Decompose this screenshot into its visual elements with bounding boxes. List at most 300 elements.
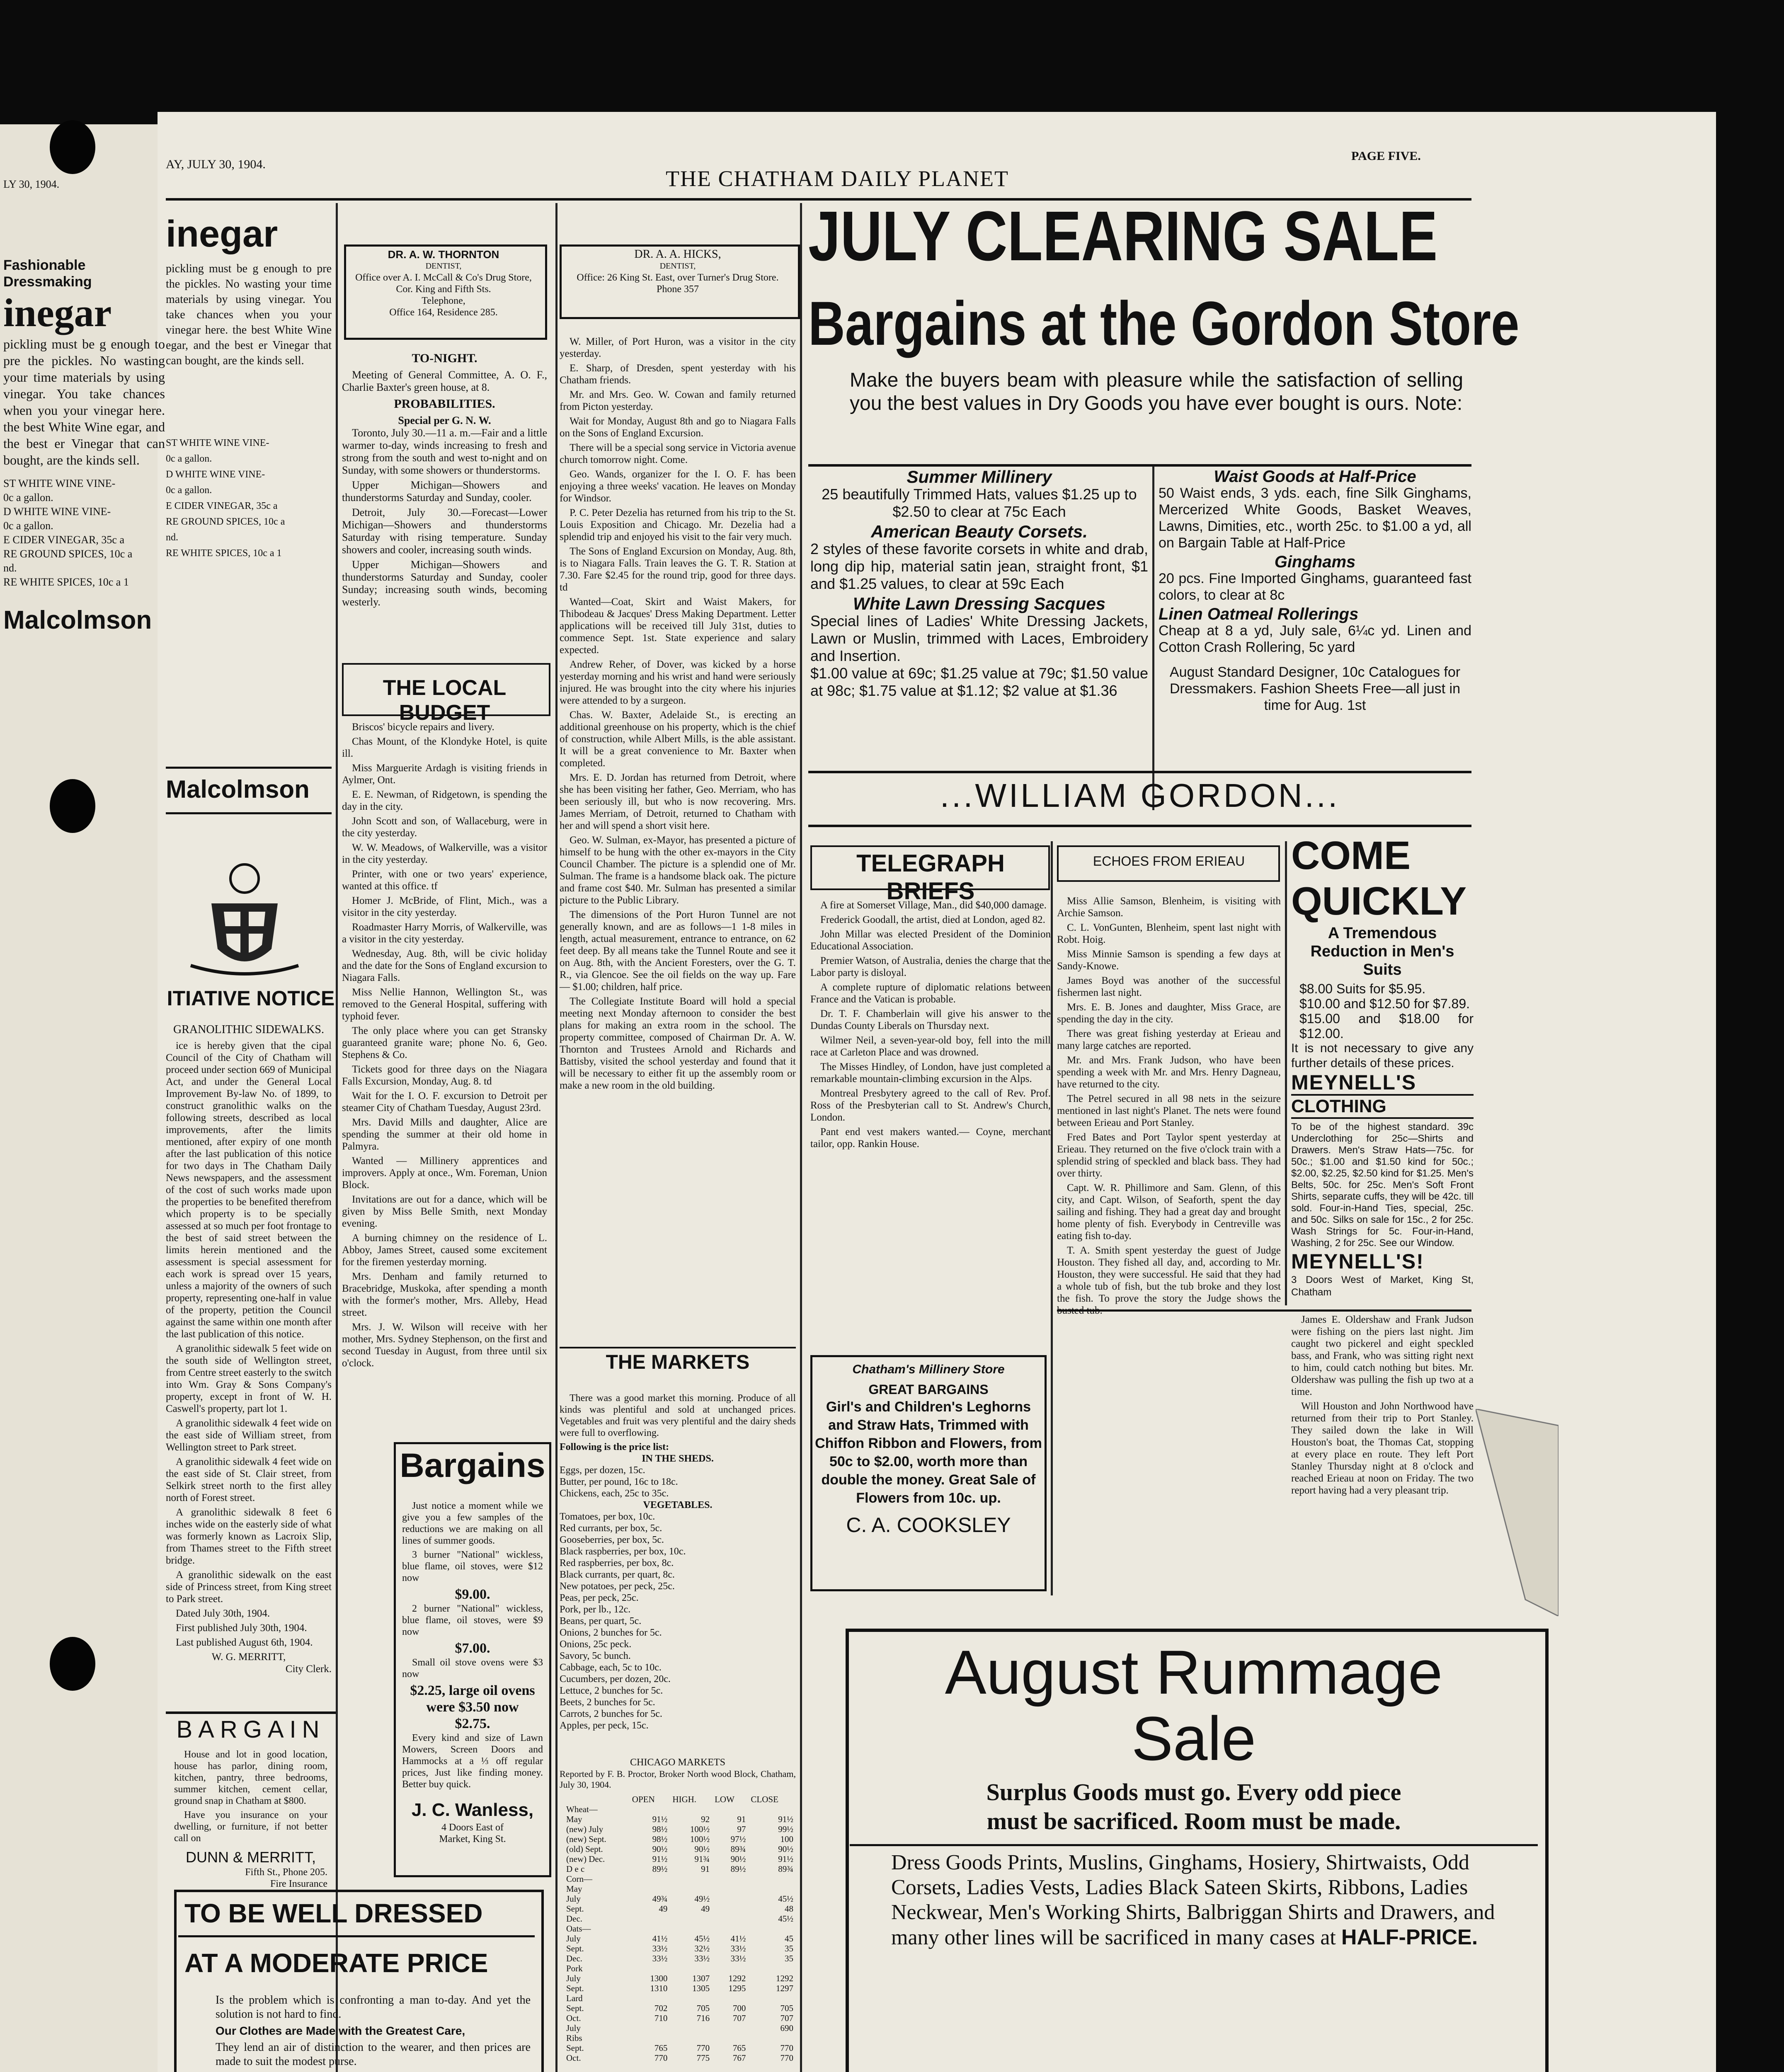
col2-para: P. C. Peter Dezelia has returned from his trip to the St. Louis Exposition and Chicago. Mr. Dezelia had a splendid trip and enjoyed his visit to the fair very much. xyxy=(560,507,796,542)
column-rule xyxy=(555,203,558,2072)
chicago-cell: 91½ xyxy=(778,1854,793,1864)
veg-item: Peas, per peck, 25c. xyxy=(560,1593,639,1603)
chicago-cell xyxy=(712,1963,748,1973)
divider xyxy=(1057,1310,1471,1312)
chicago-cell: 705 xyxy=(696,2003,710,2013)
chicago-cell: 770 xyxy=(654,2053,668,2063)
vinegar-item: E CIDER VINEGAR, 35c a xyxy=(3,534,124,546)
col2-para: The Collegiate Institute Board will hold a special meeting next Monday afternoon to consider the best plans for making an extra room in the school. The property committee, composed of Chairman Dr. A. W. Thornton and Trustees Arnold and Richards and Battisby, visited the school yesterday and found that it will be necessary to either fit up the assembly room or make a new room in the old building. xyxy=(560,996,796,1091)
rummage-head-2: Sale xyxy=(1131,1704,1256,1773)
chicago-cell: 90½ xyxy=(730,1854,746,1864)
gordon-intro: Make the buyers beam with pleasure while the satisfaction of selling you the best values in Dry Goods you have ever bought is ours. xyxy=(850,369,1463,414)
gordon-right-body: Cheap at 8 a yd, July sale, 6¼c yd. Linen and Cotton Crash Rollering, 5c yard xyxy=(1159,623,1471,655)
chicago-row-label: May xyxy=(566,1814,582,1824)
col2-para: There will be a special song service in Victoria avenue church tomorrow night. Come. xyxy=(560,442,796,465)
markets-intro: There was a good market this morning. Produce of all kinds was plentiful and sold at unchanged prices. Vegetables and fruit was very plentiful and the dairy sheds were full to overflowing. xyxy=(560,1393,796,1438)
notice-item: A granolithic sidewalk 5 feet wide on the south side of Wellington street, from Centre street easterly to the switch into Wm. Gray & Sons Company's property, except in front of W. H. Caswell's property, part lot 1. xyxy=(166,1343,332,1414)
col2-para: Geo. Wands, organizer for the I. O. F. has been enjoying a three weeks' vacation. He leaves on Monday for Windsor. xyxy=(560,469,796,504)
veg-item: Black currants, per quart, 8c. xyxy=(560,1569,675,1580)
chicago-cell xyxy=(630,1924,670,1934)
veg-item: Cabbage, each, 5c to 10c. xyxy=(560,1662,662,1673)
budget-item: Wanted — Millinery apprentices and improvers. Apply at once., Wm. Foreman, Union Block. xyxy=(342,1155,547,1191)
hicks-title: DENTIST, xyxy=(659,261,696,271)
chicago-cell: 41½ xyxy=(652,1934,668,1944)
chicago-row-label: Sept. xyxy=(566,1904,584,1914)
veg-item: Apples, per peck, 15c. xyxy=(560,1720,649,1731)
vinegar-item: D WHITE WINE VINE- xyxy=(3,506,111,518)
vinegar-body: pickling must be g enough to pre the pickles. No wasting your time materials by using vinegar. You take chances when you your vinegar here. the best White Wine egar, and the best er Vinegar that can bought, are the kinds sell. xyxy=(3,336,165,467)
chicago-cell: 702 xyxy=(654,2003,668,2013)
veg-head: VEGETABLES. xyxy=(643,1500,713,1510)
chicago-row xyxy=(564,1824,796,1834)
chicago-row-label: Corn— xyxy=(566,1874,592,1884)
erieau-item: There was great fishing yesterday at Erieau and many large catches are reported. xyxy=(1057,1028,1281,1051)
gordon-section-body: Special lines of Ladies' White Dressing Jackets, Lawn or Muslin, trimmed with Laces, Embroidery and Insertion. xyxy=(810,612,1148,664)
chicago-cell: 765 xyxy=(732,2043,746,2053)
thornton-office: Office over A. I. McCall & Co's Drug Store, Cor. King and Fifth Sts. xyxy=(355,272,532,295)
chicago-cell: 90½ xyxy=(652,1844,668,1854)
chicago-row xyxy=(564,1973,796,1983)
erieau-item: Capt. W. R. Phillimore and Sam. Glenn, of this city, and Capt. Wilson, of Seaforth, spent the day sailing and fishing. They had a great day and brought home plenty of fish. Everybody in Centreville was eating fish to-day. xyxy=(1057,1182,1281,1242)
wanless-name: J. C. Wanless, xyxy=(411,1800,534,1820)
chicago-cell xyxy=(670,1993,712,2003)
vinegar-copy: pickling must be g enough to pre the pickles. No wasting your time materials by using vinegar. You take chances when you your vinegar here. the best White Wine egar, and the best er Vinegar that can bought, are the kinds sell. xyxy=(166,262,332,367)
chicago-row-label: July xyxy=(566,1973,581,1983)
chicago-cell xyxy=(748,1963,796,1973)
chicago-cell xyxy=(748,1884,796,1894)
masthead-date: AY, JULY 30, 1904. xyxy=(166,157,266,171)
chicago-row xyxy=(564,2043,796,2053)
wanless-item: Small oil stove ovens were $3 now xyxy=(402,1657,543,1680)
chicago-cell: 49 xyxy=(659,1904,668,1914)
divider xyxy=(808,825,1471,827)
gordon-section-head: Summer Millinery xyxy=(907,467,1052,487)
col2-para: Geo. W. Sulman, ex-Mayor, has presented a picture of himself to be hung with the other ex-mayors in the City Council Chamber. The picture is a splendid one of Mr. Sulman. The frame is a handsome black oak. The picture and frame cost $40. Mr. Sulman has presented a similar picture to the Public Library. xyxy=(560,835,796,906)
erieau-item: James Boyd was another of the successful fishermen last night. xyxy=(1057,975,1281,998)
chicago-row xyxy=(564,1874,796,1884)
notice-item: A granolithic sidewalk 4 feet wide on the east side of William street, from Wellington street to Park street. xyxy=(166,1418,332,1453)
chicago-cell xyxy=(712,1884,748,1894)
chicago-row-label: Sept. xyxy=(566,2043,584,2053)
chicago-cell: 89¾ xyxy=(730,1844,746,1854)
notice-item: A granolithic sidewalk on the east side of Princess street, from King street to Park street. xyxy=(166,1569,332,1605)
morley-bold: Our Clothes are Made with the Greatest Care, xyxy=(216,2024,465,2037)
chicago-cell xyxy=(630,1993,670,2003)
chicago-cell: 49 xyxy=(701,1904,710,1914)
col2-para: W. Miller, of Port Huron, was a visitor in the city yesterday. xyxy=(560,336,796,359)
chicago-cell: 1310 xyxy=(650,1983,668,1993)
telegraph-item: Montreal Presbytery agreed to the call of Rev. Prof. Ross of the Presbyterian call to St. Andrew's Church, London. xyxy=(810,1088,1051,1123)
chicago-cell: 33½ xyxy=(694,1953,710,1963)
chicago-cell: 35 xyxy=(785,1944,793,1953)
binding-hole-1 xyxy=(50,120,95,174)
notice-title: ITIATIVE NOTICE xyxy=(167,987,335,1010)
chicago-col-head: CLOSE xyxy=(751,1794,778,1804)
chicago-row xyxy=(564,1864,796,1874)
chicago-row-label: Oct. xyxy=(566,2053,581,2063)
chicago-cell: 91 xyxy=(737,1814,746,1824)
chicago-cell xyxy=(630,2023,670,2033)
chicago-row xyxy=(564,1894,796,1904)
vinegar-price: 0c a gallon. xyxy=(166,485,212,496)
meynell-head-2: QUICKLY xyxy=(1291,879,1467,923)
chicago-cell: 33½ xyxy=(652,1944,668,1953)
gordon-head-1: JULY CLEARING SALE xyxy=(808,197,1438,276)
wanless-item: 2 burner "National" wickless, blue flame, oil stoves, were $9 now xyxy=(402,1603,543,1637)
chicago-header-row xyxy=(564,1794,796,1804)
vinegar-item: 0c a gallon. xyxy=(3,520,53,532)
chicago-cell: 91 xyxy=(701,1864,710,1874)
chicago-cell: 765 xyxy=(654,2043,668,2053)
erieau-item: The Petrel secured in all 98 nets in the seizure mentioned in last night's Planet. The nets were found between Erieau and Port Stanley. xyxy=(1057,1093,1281,1128)
chicago-cell xyxy=(670,2023,712,2033)
vinegar-heading: inegar xyxy=(166,213,278,255)
vinegar-price: RE GROUND SPICES, 10c a xyxy=(166,516,285,527)
vinegar-price: ST WHITE WINE VINE- xyxy=(166,438,269,448)
telegraph-item: The Misses Hindley, of London, have just completed a remarkable mountain-climbing excursion in the Alps. xyxy=(810,1061,1051,1084)
chicago-cell: 32½ xyxy=(694,1944,710,1953)
page-fold-corner xyxy=(1476,1409,1559,1616)
wanless-price: $7.00. xyxy=(455,1641,490,1656)
meynell-head-1: COME xyxy=(1291,833,1411,878)
chicago-cell xyxy=(712,1874,748,1884)
bargain-insurance: Fire Insurance xyxy=(270,1878,327,1889)
budget-item: E. E. Newman, of Ridgetown, is spending the day in the city. xyxy=(342,789,547,812)
erieau-item: Mr. and Mrs. Frank Judson, who have been spending a week with Mr. and Mrs. Henry Dagneau, have returned to the city. xyxy=(1057,1055,1281,1090)
tonight-head: TO-NIGHT. xyxy=(412,351,478,365)
budget-head: THE LOCAL BUDGET xyxy=(383,676,507,725)
budget-item: Homer J. McBride, of Flint, Mich., was a visitor in the city yesterday. xyxy=(342,895,547,918)
rummage-sub-1: Surplus Goods must go. Every odd piece xyxy=(986,1779,1401,1806)
chicago-cell: 45½ xyxy=(778,1894,793,1904)
chicago-cell: 97 xyxy=(737,1824,746,1834)
veg-item: Onions, 25c peck. xyxy=(560,1639,632,1650)
wanless-body: Just notice a moment while we give you a few samples of the reductions we are making on all lines of summer goods. xyxy=(402,1501,543,1546)
rummage-body: Dress Goods Prints, Muslins, Ginghams, Hosiery, Shirtwaists, Odd Corsets, Ladies Vests, Ladies Black Sateen Skirts, Ribbons, Ladies Neckwear, Men's Working Shirts, Balbriggan Shirts and Drawers, and many other lines will be sacrificed in many cases at xyxy=(891,1851,1495,1949)
malcolmson-sign: Malcolmson xyxy=(3,606,152,634)
meynell-body: It is not necessary to give any further details of these prices. xyxy=(1291,1041,1474,1070)
chicago-cell xyxy=(630,1963,670,1973)
gordon-head-2: Bargains at the Gordon Store xyxy=(808,288,1520,358)
chicago-row xyxy=(564,1904,796,1914)
chicago-cell xyxy=(670,2033,712,2043)
tonight-body: Meeting of General Committee, A. O. F., Charlie Baxter's green house, at 8. xyxy=(342,369,547,393)
column-rule xyxy=(800,203,802,2072)
chicago-row xyxy=(564,2053,796,2063)
chicago-cell: 89¾ xyxy=(778,1864,793,1874)
chicago-row-label: Lard xyxy=(566,1993,583,2003)
chicago-row xyxy=(564,1854,796,1864)
prob-para: Detroit, July 30.—Forecast—Lower Michigan—Showers and thunderstorms Saturday with rising temperature. Sunday showers and cooler, increasing south winds. xyxy=(342,506,547,556)
divider xyxy=(1285,841,1287,1305)
telegraph-item: John Millar was elected President of the Dominion Educational Association. xyxy=(810,929,1051,952)
chicago-cell: 92 xyxy=(701,1814,710,1824)
chicago-cell: 41½ xyxy=(730,1934,746,1944)
budget-item: Miss Marguerite Ardagh is visiting friends in Aylmer, Ont. xyxy=(342,762,547,786)
left-date: LY 30, 1904. xyxy=(3,178,60,190)
budget-item: Roadmaster Harry Morris, of Walkerville, was a visitor in the city yesterday. xyxy=(342,922,547,945)
chicago-cell xyxy=(712,2033,748,2043)
chicago-cell: 100½ xyxy=(690,1824,710,1834)
gordon-section-body: $1.00 value at 69c; $1.25 value at 79c; $1.50 value at 98c; $1.75 value at $1.12; $2 value at $1.36 xyxy=(810,665,1148,699)
vinegar-price: nd. xyxy=(166,532,178,543)
veg-item: Tomatoes, per box, 10c. xyxy=(560,1511,655,1522)
notice-last: Last published August 6th, 1904. xyxy=(176,1637,313,1648)
chicago-row xyxy=(564,1814,796,1824)
morley-body: Is the problem which is confronting a man to-day. And yet the solution is not hard to find. xyxy=(216,1994,531,2021)
meynell-price: $8.00 Suits for $5.95. xyxy=(1299,981,1426,996)
masthead-title: THE CHATHAM DAILY PLANET xyxy=(665,166,1009,191)
thornton-tel: Telephone, xyxy=(422,295,465,306)
budget-item: Miss Nellie Hannon, Wellington St., was removed to the General Hospital, suffering with typhoid fever. xyxy=(342,987,547,1022)
chicago-cell: 700 xyxy=(732,2003,746,2013)
budget-item: Mrs. David Mills and daughter, Alice are spending the summer at their old home in Palmyra. xyxy=(342,1117,547,1152)
chicago-row-label: July xyxy=(566,2023,581,2033)
chicago-cell: 45½ xyxy=(778,1914,793,1924)
chicago-cell xyxy=(712,1904,748,1914)
chicago-cell: 91½ xyxy=(652,1854,668,1864)
chicago-cell: 705 xyxy=(780,2003,793,2013)
hicks-office: Office: 26 King St. East, over Turner's Drug Store. Phone 357 xyxy=(577,272,779,295)
chicago-row-label: July xyxy=(566,1894,581,1904)
chicago-cell xyxy=(748,1924,796,1934)
chicago-cell: 35 xyxy=(785,1953,793,1963)
chicago-cell: 45 xyxy=(785,1934,793,1944)
chicago-cell: 1292 xyxy=(776,1973,793,1983)
chicago-row-label: Sept. xyxy=(566,1983,584,1993)
chicago-cell: 89½ xyxy=(652,1864,668,1874)
chicago-col-head: OPEN xyxy=(632,1794,655,1804)
col2-para: Wait for Monday, August 8th and go to Niagara Falls on the Sons of England Excursion. xyxy=(560,416,796,439)
column-rule xyxy=(336,203,338,2072)
vinegar-item: 0c a gallon. xyxy=(3,491,53,503)
chicago-cell xyxy=(712,2023,748,2033)
chicago-cell: 770 xyxy=(780,2053,793,2063)
notice-dated: Dated July 30th, 1904. xyxy=(176,1608,270,1619)
notice-first: First published July 30th, 1904. xyxy=(176,1622,307,1634)
divider xyxy=(1051,841,1053,1595)
chicago-cell xyxy=(670,1874,712,1884)
chicago-cell: 97½ xyxy=(730,1834,746,1844)
budget-item: W. W. Meadows, of Walkerville, was a visitor in the city yesterday. xyxy=(342,842,547,865)
markets-head: THE MARKETS xyxy=(606,1351,750,1373)
markets-following: Following is the price list: xyxy=(560,1442,669,1452)
chicago-cell: 90½ xyxy=(778,1844,793,1854)
chicago-cell: 1297 xyxy=(776,1983,793,1993)
budget-item: Wait for the I. O. F. excursion to Detroit per steamer City of Chatham Tuesday, August 23rd. xyxy=(342,1090,547,1113)
erieau-item: Miss Allie Samson, Blenheim, is visiting with Archie Samson. xyxy=(1057,896,1281,919)
wanless-item: 3 burner "National" wickless, blue flame, oil stoves, were $12 now xyxy=(402,1549,543,1583)
city-crest-icon xyxy=(182,854,307,978)
notice-item: A granolithic sidewalk 8 feet 6 inches wide on the easterly side of what was formerly known as Lacroix Slip, from Thames street to the Fifth street bridge. xyxy=(166,1507,332,1566)
veg-item: Onions, 2 bunches for 5c. xyxy=(560,1627,662,1638)
fashionable-head: Fashionable Dressmaking xyxy=(3,257,92,290)
chicago-cell xyxy=(712,1924,748,1934)
chicago-row xyxy=(564,2013,796,2023)
chicago-cell: 1300 xyxy=(650,1973,668,1983)
chicago-cell: 770 xyxy=(780,2043,793,2053)
chicago-row-label: Oct. xyxy=(566,2013,581,2023)
notice-signature: W. G. MERRITT, xyxy=(211,1651,286,1663)
telegraph-item: A complete rupture of diplomatic relations between France and the Vatican is probable. xyxy=(810,982,1051,1005)
divider xyxy=(178,1935,535,1937)
chicago-row-label: (new) Sept. xyxy=(566,1834,606,1844)
telegraph-item: Premier Watson, of Australia, denies the charge that the Labor party is disloyal. xyxy=(810,955,1051,978)
page-number: PAGE FIVE. xyxy=(1351,149,1421,163)
chicago-row xyxy=(564,2023,796,2033)
gordon-right-head: Waist Goods at Half-Price xyxy=(1214,467,1416,486)
col2-para: The dimensions of the Port Huron Tunnel are not generally known, and are as follows—1 1-8 miles in length, actual measurement, entrance to entrance, on 62 feet deep. By all means take the Tunnel Route and see it on Aug. 8th, with the Ancient Foresters, over the G. T. R., via Glencoe. See the oil fields on the way up. Fare — $1.00; children, half price. xyxy=(560,909,796,992)
chicago-cell: 91¾ xyxy=(694,1854,710,1864)
wanless-price: $9.00. xyxy=(455,1587,490,1602)
veg-item: Gooseberries, per box, 5c. xyxy=(560,1535,664,1545)
prob-head: PROBABILITIES. xyxy=(394,397,495,411)
vinegar-price: RE WHITE SPICES, 10c a 1 xyxy=(166,548,282,559)
notice-subtitle: GRANOLITHIC SIDEWALKS. xyxy=(173,1023,324,1036)
chicago-cell: 91½ xyxy=(652,1814,668,1824)
col2-para: Mr. and Mrs. Geo. W. Cowan and family returned from Picton yesterday. xyxy=(560,389,796,412)
vinegar-price: D WHITE WINE VINE- xyxy=(166,469,265,480)
shed-item: Eggs, per dozen, 15c. xyxy=(560,1465,645,1476)
gordon-signature: ...WILLIAM GORDON... xyxy=(940,777,1340,814)
bargain-body: House and lot in good location, house has parlor, dining room, kitchen, pantry, three bedrooms, summer kitchen, cement cellar, ground snap in Chatham at $800. xyxy=(174,1749,327,1806)
chicago-row-label: Wheat— xyxy=(566,1804,598,1814)
chicago-row-label: (old) Sept. xyxy=(566,1844,603,1854)
col2-para: Chas. W. Baxter, Adelaide St., is erecting an additional greenhouse on his property, which is the chief of construction, while Albert Mills, is the able assistant. It will be a great convenience to Mr. Baxter when completed. xyxy=(560,709,796,769)
chicago-table xyxy=(564,1794,796,2063)
meynell-price: $15.00 and $18.00 for $12.00. xyxy=(1299,1011,1474,1041)
budget-item: Invitations are out for a dance, which will be given by Miss Belle Smith, next Monday evening. xyxy=(342,1194,547,1229)
notice-body: ice is hereby given that the cipal Council of the City of Chatham will proceed under section 669 of Municipal Act, and under the General Local Improvement By-law No. of 1899, to construct granolithic walks on the following streets, described as local improvements, after the limits mentioned, after expiry of one month after the last publication of this notice for two days in The Chatham Daily News newspapers, and the assessment of the cost of such works made upon the properties to be benefited therefrom which property is to be specially assessed at so much per foot frontage to the best of said street between the limits herein mentioned and the assessment is special assessment for each work is spread over 15 years, unless a majority of the owners of such property, representing one-half in value of the property, petition the Council against the same within one month after the last publication of this notice. xyxy=(166,1040,332,1340)
vinegar-price: 0c a gallon. xyxy=(166,453,212,464)
thornton-phone: Office 164, Residence 285. xyxy=(389,307,498,318)
shed-item: Chickens, each, 25c to 35c. xyxy=(560,1488,669,1499)
chicago-cell xyxy=(712,1894,748,1904)
chicago-cell: 91½ xyxy=(778,1814,793,1824)
notice-item: A granolithic sidewalk 4 feet wide on the east side of St. Clair street, from Selkirk street north to the first alley north of Forest street. xyxy=(166,1456,332,1503)
chicago-cell: 49½ xyxy=(694,1894,710,1904)
chicago-cell: 33½ xyxy=(652,1953,668,1963)
veg-item: Black raspberries, per box, 10c. xyxy=(560,1546,686,1557)
chicago-cell: 98½ xyxy=(652,1824,668,1834)
prob-sub: Special per G. N. W. xyxy=(398,414,491,426)
chicago-cell: 767 xyxy=(732,2053,746,2063)
veg-item: Red raspberries, per box, 8c. xyxy=(560,1558,674,1569)
thornton-name: DR. A. W. THORNTON xyxy=(388,248,499,261)
chicago-row xyxy=(564,2003,796,2013)
erieau-item: C. L. VonGunten, Blenheim, spent last night with Robt. Hoig. xyxy=(1057,922,1281,945)
erieau-head: ECHOES FROM ERIEAU xyxy=(1093,854,1245,869)
veg-item: Beans, per quart, 5c. xyxy=(560,1616,642,1627)
col2-para: The Sons of England Excursion on Monday, Aug. 8th, is to Niagara Falls. Train leaves the G. T. R. Station at 7.30. Fare $2.45 for the round trip, good for three days. td xyxy=(560,546,796,593)
chicago-row xyxy=(564,1953,796,1963)
vinegar-item: nd. xyxy=(3,562,17,574)
chicago-cell xyxy=(670,1963,712,1973)
chicago-cell: 1305 xyxy=(692,1983,710,1993)
gordon-right-body: 20 pcs. Fine Imported Ginghams, guaranteed fast colors, to clear at 8c xyxy=(1159,571,1471,603)
chicago-row xyxy=(564,1944,796,1953)
veg-item: Savory, 5c bunch. xyxy=(560,1651,631,1661)
wanless-tail: Every kind and size of Lawn Mowers, Screen Doors and Hammocks at a ⅓ off regular prices, Just like finding money. Better buy quick. xyxy=(402,1733,543,1790)
wanless-price: $2.75. xyxy=(455,1716,490,1731)
erieau-item: James E. Oldershaw and Frank Judson were fishing on the piers last night. Jim caught two pickerel and eight speckled bass, and Frank, who was sitting right next to him, could catch nothing but bites. Mr. Oldershaw was pulling the fish up two at a time. xyxy=(1291,1314,1474,1397)
erieau-item: Miss Minnie Samson is spending a few days at Sandy-Knowe. xyxy=(1057,949,1281,972)
col2-para: Andrew Reher, of Dover, was kicked by a horse yesterday morning and his wrist and hand were seriously injured. He was brought into the city where his injuries were attended to by a surgeon. xyxy=(560,659,796,706)
veg-item: Carrots, 2 bunches for 5c. xyxy=(560,1709,662,1719)
divider xyxy=(166,1711,336,1714)
chicago-cell xyxy=(630,1804,670,1814)
telegraph-item: Frederick Goodall, the artist, died at London, aged 82. xyxy=(820,914,1045,925)
veg-item: New potatoes, per peck, 25c. xyxy=(560,1581,675,1592)
divider xyxy=(1152,466,1154,810)
binding-hole-2 xyxy=(50,779,95,833)
chicago-row xyxy=(564,1924,796,1934)
veg-item: Red currants, per box, 5c. xyxy=(560,1523,662,1534)
sheds-head: IN THE SHEDS. xyxy=(642,1453,714,1464)
hicks-name: DR. A. A. HICKS, xyxy=(634,248,721,261)
chicago-cell: 100 xyxy=(780,1834,793,1844)
chicago-cell: 1292 xyxy=(728,1973,746,1983)
divider xyxy=(166,767,332,769)
chicago-cell: 1295 xyxy=(728,1983,746,1993)
meynell-sub: A Tremendous Reduction in Men's Suits xyxy=(1310,925,1454,978)
thornton-title: DENTIST, xyxy=(425,261,462,271)
gordon-note: Note: xyxy=(1415,392,1463,414)
chicago-row xyxy=(564,1914,796,1924)
veg-item: Beets, 2 bunches for 5c. xyxy=(560,1697,655,1708)
gordon-right-body: August Standard Designer, 10c Catalogues for Dressmakers. Fashion Sheets Free—all just in time for Aug. 1st xyxy=(1169,664,1461,713)
morley-line1: TO BE WELL DRESSED xyxy=(184,1898,483,1928)
gordon-right-head: Linen Oatmeal Rollerings xyxy=(1159,605,1359,623)
vinegar-price: E CIDER VINEGAR, 35c a xyxy=(166,501,278,511)
telegraph-item: Pant end vest makers wanted.— Coyne, merchant tailor, opp. Rankin House. xyxy=(810,1126,1051,1150)
chicago-cell xyxy=(748,1874,796,1884)
chicago-cell xyxy=(748,1804,796,1814)
wanless-addr: Market, King St. xyxy=(439,1834,506,1844)
divider xyxy=(560,1347,796,1348)
budget-item: Printer, with one or two years' experience, wanted at this office. tf xyxy=(342,869,547,892)
chicago-cell xyxy=(748,2033,796,2043)
morley-body-2: They lend an air of distinction to the wearer, and then prices are made to suit the modest purse. xyxy=(216,2041,531,2068)
budget-item: The only place where you can get Stransky guaranteed granite ware; phone No. 6, Geo. Stephens & Co. xyxy=(342,1025,547,1060)
bargain-addr: Fifth St., Phone 205. xyxy=(245,1867,327,1878)
prob-para: Upper Michigan—Showers and thunderstorms Saturday and Sunday, cooler. xyxy=(342,479,547,503)
col2-para: Wanted—Coat, Skirt and Waist Makers, for Thibodeau & Jacques' Dress Making Department. Letter applications will be received till July 31st, duties to commence Sept. 1st. State experience and salary expected. xyxy=(560,596,796,656)
chicago-row xyxy=(564,1934,796,1944)
cooksley-name: C. A. COOKSLEY xyxy=(846,1513,1011,1537)
chicago-cell xyxy=(712,1993,748,2003)
col2-para: E. Sharp, of Dresden, spent yesterday with his Chatham friends. xyxy=(560,363,796,386)
gordon-right-head: Ginghams xyxy=(1274,553,1356,571)
chicago-col-head: HIGH. xyxy=(672,1794,697,1804)
budget-item: Mrs. J. W. Wilson will receive with her mother, Mrs. Sydney Stephenson, on the first and second Tuesday in August, from three until six o'clock. xyxy=(342,1322,547,1369)
chicago-row xyxy=(564,1804,796,1814)
chicago-row-label: D e c xyxy=(566,1864,585,1874)
chicago-col-head: LOW xyxy=(715,1794,734,1804)
budget-item: John Scott and son, of Wallaceburg, were in the city yesterday. xyxy=(342,816,547,839)
divider xyxy=(850,1844,1538,1846)
gordon-section-body: 2 styles of these favorite corsets in white and drab, long dip hip, material satin jean, straight front, $1 and $1.25 values, to clear at 59c Each xyxy=(810,540,1148,592)
budget-item: Tickets good for three days on the Niagara Falls Excursion, Monday, Aug. 8. td xyxy=(342,1064,547,1087)
chicago-cell: 49¾ xyxy=(652,1894,668,1904)
chicago-cell xyxy=(630,1874,670,1884)
chicago-cell: 100½ xyxy=(690,1834,710,1844)
chicago-cell: 770 xyxy=(696,2043,710,2053)
chicago-row xyxy=(564,1884,796,1894)
cooksley-body: Girl's and Children's Leghorns and Straw Hats, Trimmed with Chiffon Ribbon and Flowers, from 50c to $2.00, worth more than double the money. Great Sale of Flowers from 10c. up. xyxy=(815,1399,1042,1506)
bargain-name: DUNN & MERRITT, xyxy=(186,1849,316,1866)
vinegar-title: inegar xyxy=(3,290,112,335)
